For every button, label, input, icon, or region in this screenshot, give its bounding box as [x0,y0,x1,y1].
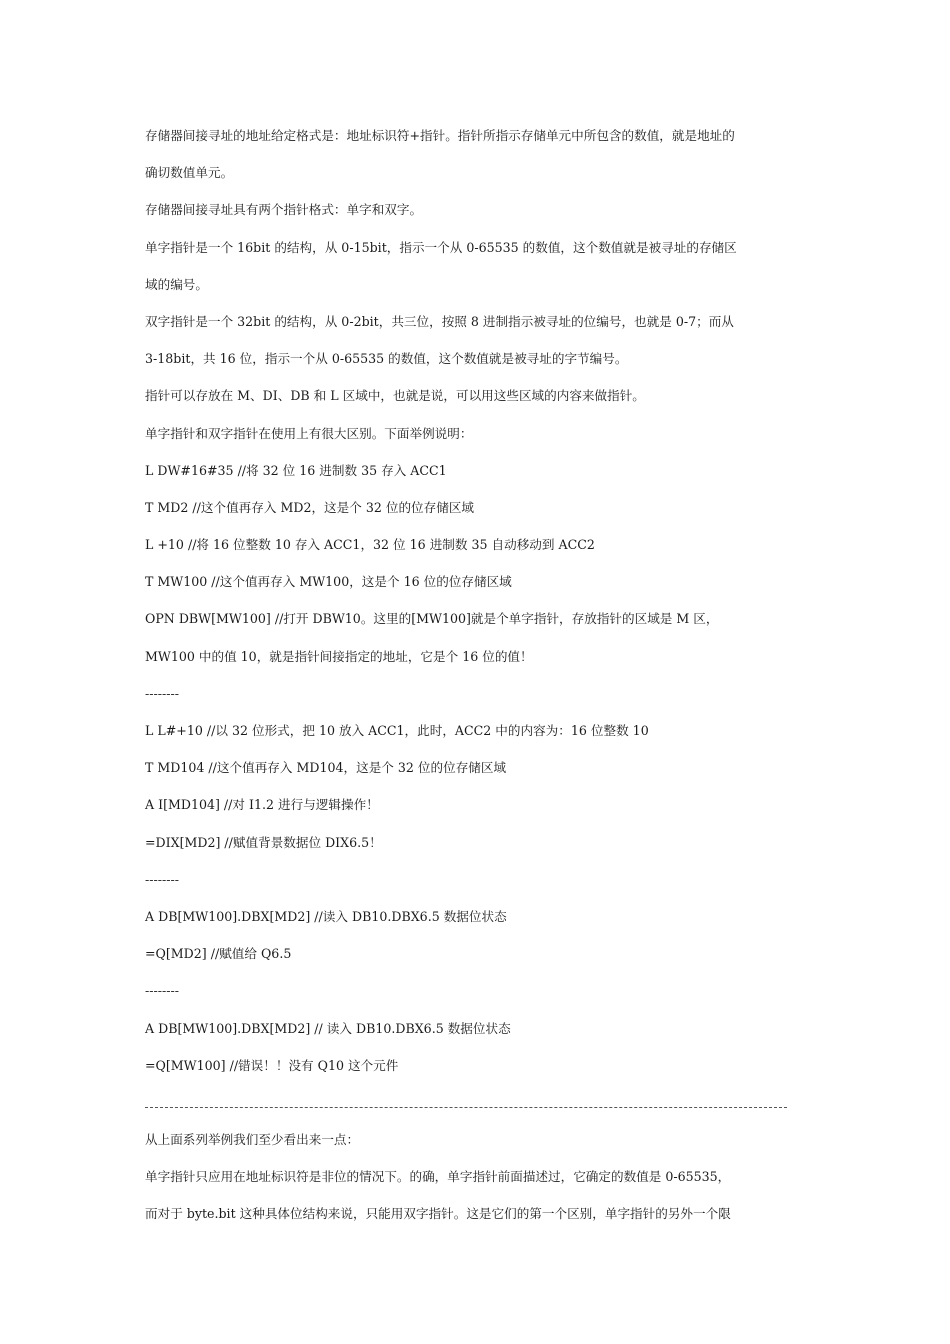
paragraph-line: 单字指针只应用在地址标识符是非位的情况下。的确，单字指针前面描述过，它确定的数值是 0-65535， [145,1169,731,1185]
code-line: T MW100 //这个值再存入 MW100，这是个 16 位的位存储区域 [145,574,512,590]
paragraph-line: 而对于 byte.bit 这种具体位结构来说，只能用双字指针。这是它们的第一个区别，单字指针的另外一个限 [145,1206,731,1222]
paragraph-line: 3-18bit，共 16 位，指示一个从 0-65535 的数值，这个数值就是被寻址的字节编号。 [145,351,628,367]
code-line: L +10 //将 16 位整数 10 存入 ACC1，32 位 16 进制数 35 自动移动到 ACC2 [145,537,595,553]
code-line: L DW#16#35 //将 32 位 16 进制数 35 存入 ACC1 [145,462,447,478]
code-line: =DIX[MD2] //赋值背景数据位 DIX6.5！ [145,834,382,850]
paragraph-line: 存储器间接寻址的地址给定格式是：地址标识符+指针。指针所指示存储单元中所包含的数值，就是地址的 [145,128,735,143]
paragraph-line: 存储器间接寻址具有两个指针格式：单字和双字。 [145,202,423,218]
code-line: L L#+10 //以 32 位形式，把 10 放入 ACC1，此时，ACC2 中的内容为：16 位整数 10 [145,723,649,738]
horizontal-rule [145,1089,810,1126]
paragraph-line: 单字指针是一个 16bit 的结构，从 0-15bit，指示一个从 0-65535 的数值，这个数值就是被寻址的存储区 [145,239,737,255]
paragraph-line: 指针可以存放在 M、DI、DB 和 L 区域中，也就是说，可以用这些区域的内容来做指针。 [145,388,645,404]
paragraph-line: 域的编号。 [145,276,208,292]
code-line: A I[MD104] //对 I1.2 进行与逻辑操作！ [145,797,379,813]
code-line: A DB[MW100].DBX[MD2] // 读入 DB10.DBX6.5 数据位状态 [145,1020,511,1036]
code-line: =Q[MD2] //赋值给 Q6.5 [145,946,292,962]
code-line: T MD2 //这个值再存入 MD2，这是个 32 位的位存储区域 [145,499,475,515]
code-line: =Q[MW100] //错误！！没有 Q10 这个元件 [145,1057,399,1073]
code-line: A DB[MW100].DBX[MD2] //读入 DB10.DBX6.5 数据位状态 [145,908,507,924]
paragraph-line: 双字指针是一个 32bit 的结构，从 0-2bit，共三位，按照 8 进制指示被寻址的位编号，也就是 0-7；而从 [145,313,734,329]
dash-separator: -------- [145,871,180,887]
code-line: MW100 中的值 10，就是指针间接指定的地址，它是个 16 位的值！ [145,648,533,664]
dash-separator: -------- [145,685,180,701]
paragraph-line: 从上面系列举例我们至少看出来一点： [145,1132,360,1148]
paragraph-line: 单字指针和双字指针在使用上有很大区别。下面举例说明： [145,425,473,441]
code-line: T MD104 //这个值再存入 MD104，这是个 32 位的位存储区域 [145,760,507,776]
code-line: OPN DBW[MW100] //打开 DBW10。这里的[MW100]就是个单字指针，存放指针的区域是 M 区， [145,611,719,627]
document-body [145,122,810,1238]
dash-separator: -------- [145,983,180,999]
horizontal-rule-line [145,1107,787,1108]
paragraph-line: 确切数值单元。 [145,165,234,181]
